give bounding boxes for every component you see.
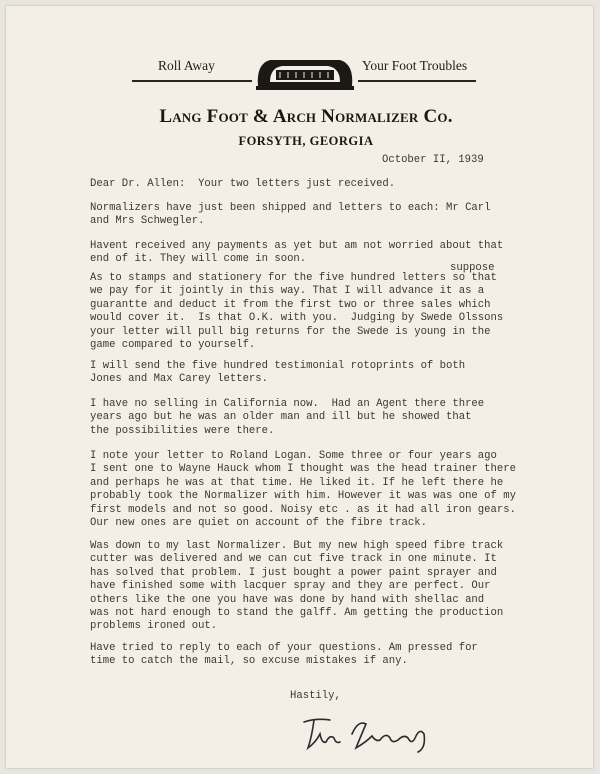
normalizer-emblem-icon xyxy=(252,52,358,92)
slogan-rule-left xyxy=(132,80,252,82)
paragraph-4: I will send the five hundred testimonial rotoprints of both Jones and Max Carey letters. xyxy=(90,360,466,386)
letter-date: October II, 1939 xyxy=(382,154,484,166)
company-name: Lang Foot & Arch Normalizer Co. xyxy=(159,106,453,127)
paragraph-6: I note your letter to Roland Logan. Some three or four years ago I sent one to Wayne Hauck whom I thought was the head trainer there and perhaps he was at that time. He liked it. If he left there he probably took the Normalizer with him. However it was was one of my first models and not so good. Noisy etc . as it had all iron gears. Our new ones are quiet on account of the fibre track. xyxy=(90,450,516,530)
paragraph-2: Havent received any payments as yet but am not worried about that end of it. They will come in soon. xyxy=(90,240,504,266)
signature xyxy=(296,712,446,757)
paragraph-1: Normalizers have just been shipped and letters to each: Mr Carl and Mrs Schwegler. xyxy=(90,202,491,228)
letter-sheet xyxy=(6,6,593,768)
slogan-left: Roll Away xyxy=(158,58,215,73)
salutation: Dear Dr. Allen: Your two letters just received. xyxy=(90,178,396,190)
paragraph-3: As to stamps and stationery for the five hundred letters so that we pay for it jointly in this way. That I will advance it as a guarantte and deduct it from the first two or three sales which would cover it. Is that O.K. with you. Judging by Swede Olssons your letter will pull big returns for the Swede is young in the game compared to yourself. xyxy=(90,272,504,352)
paragraph-7: Was down to my last Normalizer. But my new high speed fibre track cutter was delivered and we can cut five track in one minute. It has solved that problem. I just bought a power paint sprayer and have finished some with lacquer spray and they are perfect. Our others like the one you have was done by hand with shellac and was not hard enough to stand the galff. Am getting the production problems ironed out. xyxy=(90,540,504,633)
slogan-rule-right xyxy=(358,80,476,82)
paragraph-8: Have tried to reply to each of your questions. Am pressed for time to catch the mail, so excuse mistakes if any. xyxy=(90,642,478,668)
closing: Hastily, xyxy=(290,690,341,702)
company-city: FORSYTH, GEORGIA xyxy=(238,134,374,148)
slogan-right: Your Foot Troubles xyxy=(362,58,468,73)
paragraph-5: I have no selling in California now. Had an Agent there three years ago but he was an older man and ill but he showed that the possibilities were there. xyxy=(90,398,485,437)
handwritten-insertion: suppose xyxy=(450,262,495,274)
